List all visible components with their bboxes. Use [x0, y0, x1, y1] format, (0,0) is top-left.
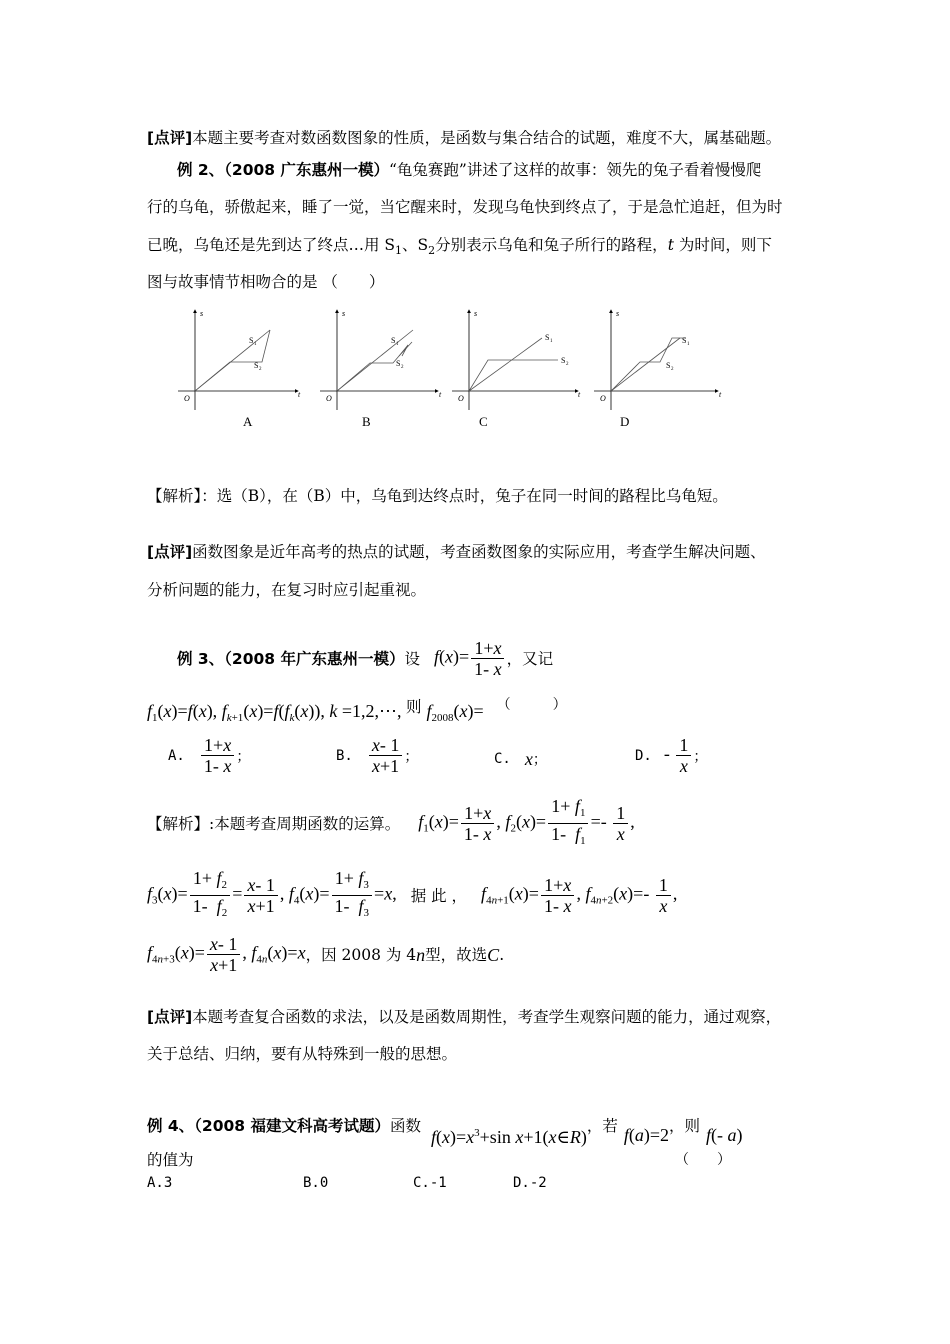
formula-f4n: $f_{4n+1}(x)=$ $\frac{1+x}{1- x}$ , $f_{4n+2}(x)=-$ $\frac{1}{x}$ , — [481, 875, 678, 916]
s1-sub: 1 — [396, 342, 399, 347]
example-2-line-3 — [147, 235, 772, 261]
graph-c — [452, 310, 578, 410]
formula-f4n3: $f_{4n+3}(x)=$ $\frac{x- 1}{x+1}$ , $f_{4n}(x)=x$ — [147, 934, 306, 975]
option-label-c: C — [479, 414, 488, 429]
example-2-line-2: 行的乌龟，骄傲起来，睡了一觉，当它醒来时，发现乌龟快到终点了，于是急忙追赶，但为时 — [147, 198, 783, 216]
time-variable: t — [667, 236, 674, 254]
comment-3-line-1 — [147, 1007, 781, 1027]
comment-tag: [点评] — [147, 1008, 193, 1026]
option-c: C. x ； — [494, 748, 547, 769]
example-3-options — [168, 735, 728, 783]
analysis-3-line-2 — [147, 868, 677, 923]
text: ，又记 — [506, 649, 554, 668]
origin-label: O — [458, 394, 464, 403]
example-3-line-1 — [177, 638, 553, 679]
text: 据 此 ， — [410, 886, 468, 905]
option-a: A.3 — [147, 1175, 173, 1191]
answer-blank: （ ） — [675, 1152, 731, 1168]
example-4-heading: 例 4、（2008 福建文科高考试题） — [147, 1117, 390, 1135]
s2-label: S — [396, 359, 401, 368]
semicolon: ； — [236, 748, 251, 765]
text: 为时间，则下 — [673, 236, 772, 254]
analysis-3-line-1 — [147, 796, 635, 851]
text: ，若 — [586, 1117, 618, 1135]
comment-text: 本题考查复合函数的求法，以及是函数周期性，考查学生观察问题的能力，通过观察， — [192, 1008, 782, 1026]
t-axis-label: t — [298, 390, 301, 399]
option-label-b: B — [362, 414, 371, 429]
answer-c: C — [487, 944, 500, 965]
comment-3-line-2: 关于总结、归纳，要有从特殊到一般的思想。 — [147, 1045, 458, 1063]
s2-label: S — [666, 361, 671, 370]
subscript: 1 — [395, 244, 403, 257]
graphs-figure — [170, 300, 740, 435]
option-label-d: D — [620, 414, 630, 429]
comment-1 — [147, 128, 781, 148]
s1-label: S — [391, 336, 396, 345]
analysis-tag: 【解析】 — [147, 487, 202, 505]
s2-label: S — [561, 356, 566, 365]
text: 型，故选 — [425, 945, 488, 964]
formula-f3-f4: $f_3(x)=$ $\frac{1+ f_2}{1- f_2}$ = $\frac{x- 1}{x+1}$ , $f_4(x)=$ $\frac{1+ f_3}{1- f_3}$ =x, — [147, 868, 397, 919]
s-axis-label: s — [200, 309, 204, 318]
option-c: C.-1 — [413, 1175, 447, 1191]
analysis-2 — [147, 486, 728, 506]
text: ，因 2008 为 4 — [305, 945, 417, 964]
s2-sub: 2 — [401, 365, 404, 370]
origin-label: O — [184, 394, 190, 403]
example-4-line-2: 的值为 — [147, 1151, 194, 1169]
option-b: B.0 — [303, 1175, 329, 1191]
s2-sub: 2 — [259, 367, 262, 372]
s1-sub: 1 — [550, 339, 553, 344]
text: ，则 — [669, 1117, 701, 1135]
graph-d — [594, 310, 718, 410]
s1-sub: 1 — [254, 342, 257, 347]
example-2-line-1 — [177, 160, 761, 180]
example-2-text: “龟兔赛跑”讲述了这样的故事：领先的兔子看着慢慢爬 — [388, 161, 762, 179]
text: 、S — [402, 236, 429, 254]
analysis-text: ：选（B），在（B）中，乌龟到达终点时，兔子在同一时间的路程比乌龟短。 — [201, 487, 728, 505]
formula-fa: f(a)=2 — [623, 1125, 669, 1145]
text: 设 — [404, 649, 420, 668]
option-b: B. $\frac{x- 1}{x+1}$ ； — [336, 735, 419, 776]
graph-a — [178, 310, 298, 410]
example-2-line-4: 图与故事情节相吻合的是 （ ） — [147, 273, 385, 291]
t-axis-label: t — [719, 390, 722, 399]
variable-n: n — [416, 944, 426, 965]
text: 则 — [406, 698, 422, 716]
example-3-line-2 — [147, 695, 567, 728]
formula-f2008: $f_{2008}(x)=$ — [426, 701, 484, 724]
option-letter: C. — [494, 751, 511, 767]
formula-f-cubic: $f(x)=x^3+\sin$ x+1(x∈R) — [430, 1127, 587, 1147]
comment-2-line-1 — [147, 542, 766, 562]
option-label-a: A — [243, 414, 253, 429]
option-d: D.-2 — [513, 1175, 547, 1191]
semicolon: ； — [532, 752, 547, 768]
s2-sub: 2 — [566, 362, 569, 367]
formula-f1-f2: $f_1(x)=$ $\frac{1+x}{1- x}$ , $f_2(x)=$ $\frac{1+ f_1}{1- f_1}$ =- $\frac{1}{x}$ , — [418, 796, 635, 847]
formula-f-definition: f(x)= $\frac{1+x}{1- x}$ — [434, 638, 507, 679]
s-axis-label: s — [474, 309, 478, 318]
comment-text: 本题主要考查对数函数图象的性质，是函数与集合结合的试题，难度不大，属基础题。 — [192, 129, 782, 147]
analysis-text: :本题考查周期函数的运算。 — [209, 814, 401, 833]
example-3-heading: 例 3、（2008 年广东惠州一模） — [177, 649, 405, 668]
option-letter: D. — [635, 747, 652, 764]
option-d: D. - $\frac{1}{x}$ ； — [635, 735, 708, 776]
comment-tag: [点评] — [147, 129, 193, 147]
graph-b — [320, 310, 438, 410]
origin-label: O — [326, 394, 332, 403]
s1-label: S — [249, 336, 254, 345]
analysis-tag: 【解析】 — [147, 814, 210, 833]
subscript: 2 — [428, 244, 436, 257]
s1-sub: 1 — [687, 342, 690, 347]
origin-label: O — [600, 394, 606, 403]
s2-label: S — [254, 361, 259, 370]
s-axis-label: s — [616, 309, 620, 318]
text: 函数 — [389, 1117, 421, 1135]
comment-tag: [点评] — [147, 543, 193, 561]
example-4-options — [147, 1175, 567, 1197]
s-axis-label: s — [342, 309, 346, 318]
analysis-3-line-3 — [147, 934, 504, 975]
s1-label: S — [545, 333, 550, 342]
text: 已晚，乌龟还是先到达了终点…用 S — [147, 236, 396, 254]
s1-label: S — [682, 336, 687, 345]
formula-f-neg-a: f(- a) — [706, 1125, 743, 1145]
semicolon: ； — [404, 748, 419, 765]
option-letter: B. — [336, 747, 353, 764]
option-letter: A. — [168, 747, 185, 764]
text: . — [499, 945, 505, 964]
formula-recursion: $f_1(x)=f(x)$, $f_{k+1}(x)=f(f_k(x))$, k =1,2,⋯, — [147, 701, 407, 724]
text: 分别表示乌龟和兔子所行的路程， — [435, 236, 668, 254]
semicolon: ； — [693, 748, 708, 765]
example-2-heading: 例 2、（2008 广东惠州一模） — [177, 161, 389, 179]
answer-blank: （ ） — [496, 697, 567, 713]
t-axis-label: t — [439, 390, 442, 399]
t-axis-label: t — [578, 390, 581, 399]
comment-text: 函数图象是近年高考的热点的试题，考查函数图象的实际应用，考查学生解决问题、 — [192, 543, 766, 561]
comment-2-line-2: 分析问题的能力，在复习时应引起重视。 — [147, 581, 427, 599]
s2-sub: 2 — [671, 367, 674, 372]
option-a: A. $\frac{1+x}{1- x}$ ； — [168, 735, 251, 776]
example-4-line-1 — [147, 1105, 743, 1147]
